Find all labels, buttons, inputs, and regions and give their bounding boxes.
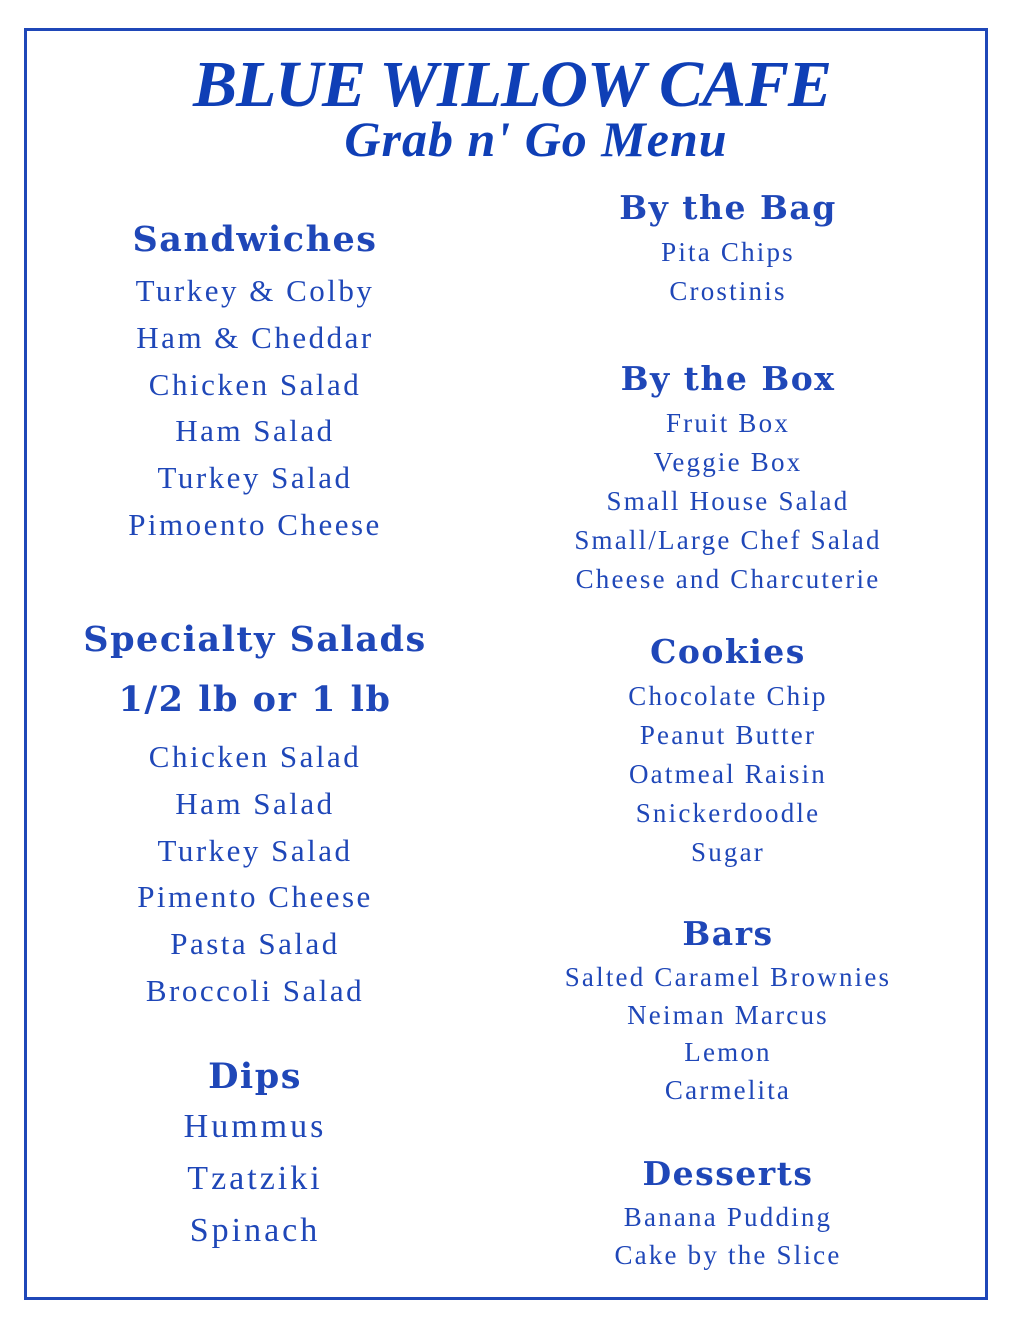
section-bars (520, 915, 936, 1109)
menu-item: Carmelita (664, 1074, 792, 1105)
section-subheading: 1/2 lb or 1 lb (118, 679, 392, 720)
menu-item: Tzatziki (187, 1160, 323, 1197)
menu-item: Pimoento Cheese (128, 506, 382, 542)
cafe-title: BLUE WILLOW CAFE (192, 48, 832, 121)
menu-item: Crostinis (669, 276, 787, 306)
menu-item: Pita Chips (661, 237, 795, 267)
menu-item: Cheese and Charcuterie (575, 564, 881, 594)
section-heading: Specialty Salads (83, 619, 427, 660)
menu-item: Lemon (684, 1037, 772, 1067)
menu-item: Broccoli Salad (145, 972, 365, 1008)
menu-item: Ham Salad (175, 785, 335, 821)
section-by-the-bag (520, 189, 936, 311)
section-heading: By the Bag (619, 188, 837, 227)
section-desserts (520, 1155, 936, 1274)
menu-subtitle: Grab n' Go Menu (344, 111, 728, 167)
menu-item: Salted Caramel Brownies (564, 962, 892, 992)
menu-item: Small/Large Chef Salad (574, 525, 882, 555)
menu-item: Fruit Box (665, 408, 791, 438)
section-dips (40, 1057, 470, 1257)
menu-item: Chocolate Chip (628, 681, 828, 711)
section-heading: By the Box (620, 359, 836, 398)
section-specialty-salads (40, 610, 470, 1015)
menu-item: Chicken Salad (148, 739, 362, 774)
menu-item: Hummus (183, 1108, 327, 1145)
section-heading: Sandwiches (132, 219, 378, 260)
menu-item: Ham & Cheddar (136, 319, 374, 355)
menu-item: Spinach (189, 1212, 321, 1249)
section-by-the-box (520, 360, 936, 599)
menu-item: Sugar (691, 837, 765, 867)
section-cookies (520, 633, 936, 872)
menu-item: Small House Salad (606, 486, 850, 516)
menu-item: Neiman Marcus (627, 999, 829, 1030)
menu-item: Turkey & Colby (135, 273, 375, 308)
menu-item: Pasta Salad (170, 926, 340, 962)
menu-item: Ham Salad (175, 413, 335, 449)
menu-item: Snickerdoodle (635, 798, 821, 828)
menu-item: Chicken Salad (148, 366, 362, 402)
menu-item: Pimento Cheese (137, 879, 373, 915)
section-heading: Cookies (650, 632, 806, 671)
section-heading: Desserts (642, 1154, 814, 1193)
menu-item: Cake by the Slice (614, 1239, 842, 1270)
menu-item: Turkey Salad (157, 460, 353, 496)
menu-item: Veggie Box (653, 447, 803, 477)
section-sandwiches (40, 220, 470, 549)
section-heading: Bars (682, 914, 774, 953)
section-heading: Dips (208, 1056, 302, 1097)
menu-item: Turkey Salad (157, 832, 353, 868)
menu-item: Peanut Butter (639, 720, 817, 750)
menu-item: Banana Pudding (623, 1202, 833, 1232)
menu-item: Oatmeal Raisin (628, 759, 827, 789)
